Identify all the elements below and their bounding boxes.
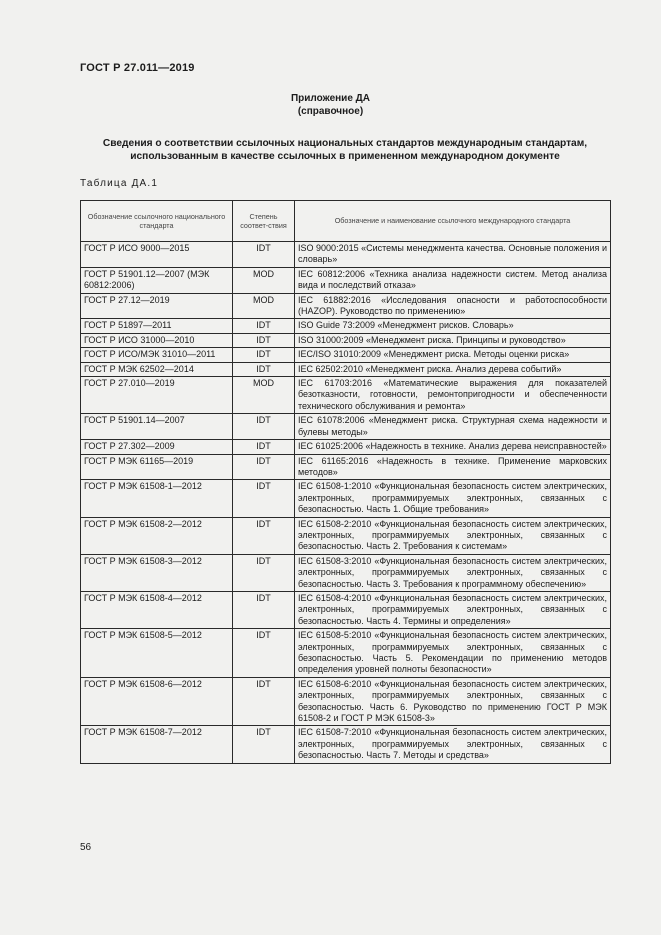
cell-international: IEC 61165:2016 «Надежность в технике. Применение марковских методов»: [295, 454, 611, 480]
table-row: [81, 517, 611, 554]
table-row: [81, 362, 611, 376]
section-title: Сведения о соответствии ссылочных национальных стандартов международным стандартам, использованным в качестве ссылочных в примененном международном документе: [102, 138, 588, 162]
cell-international: IEC 61508-1:2010 «Функциональная безопасность систем электрических, электронных, программируемых электронных, связанных с безопасностью. Часть 1. Общие требования»: [295, 480, 611, 517]
cell-national: ГОСТ Р МЭК 61165—2019: [81, 454, 233, 480]
cell-international: IEC 61025:2006 «Надежность в технике. Анализ дерева неисправностей»: [295, 440, 611, 454]
cell-national: ГОСТ Р МЭК 61508-4—2012: [81, 591, 233, 628]
cell-international: IEC 60812:2006 «Техника анализа надежности систем. Метод анализа вида и последствий отказа»: [295, 267, 611, 293]
table-row: [81, 414, 611, 440]
table-body: [81, 242, 611, 764]
cell-international: ISO 31000:2009 «Менеджмент риска. Принципы и руководство»: [295, 333, 611, 347]
cell-degree: IDT: [233, 319, 295, 333]
cell-degree: IDT: [233, 333, 295, 347]
cell-international: IEC 61508-5:2010 «Функциональная безопасность систем электрических, электронных, программируемых электронных, связанных с безопасностью. Часть 5. Рекомендации по применению методов определения уровней полноты безопасности»: [295, 629, 611, 678]
table-row: [81, 440, 611, 454]
cell-national: ГОСТ Р ИСО 31000—2010: [81, 333, 233, 347]
cell-international: IEC 61508-6:2010 «Функциональная безопасность систем электрических, электронных, программируемых электронных, связанных с безопасностью. Часть 6. Руководство по применению ГОСТ Р МЭК 61508-2 и ГОСТ Р МЭК 61508-3»: [295, 677, 611, 726]
table-row: [81, 591, 611, 628]
cell-degree: IDT: [233, 517, 295, 554]
cell-international: ISO Guide 73:2009 «Менеджмент рисков. Словарь»: [295, 319, 611, 333]
cell-degree: MOD: [233, 293, 295, 319]
table-row: [81, 629, 611, 678]
cell-international: IEC 61078:2006 «Менеджмент риска. Структурная схема надежности и булевы методы»: [295, 414, 611, 440]
cell-international: IEC 62502:2010 «Менеджмент риска. Анализ дерева событий»: [295, 362, 611, 376]
table-row: [81, 554, 611, 591]
table-row: [81, 480, 611, 517]
cell-degree: IDT: [233, 440, 295, 454]
cell-degree: MOD: [233, 267, 295, 293]
table-caption: Таблица ДА.1: [80, 178, 159, 189]
document-header: ГОСТ Р 27.011—2019: [80, 62, 195, 74]
cell-degree: IDT: [233, 591, 295, 628]
cell-degree: IDT: [233, 677, 295, 726]
cell-national: ГОСТ Р 51901.12—2007 (МЭК 60812:2006): [81, 267, 233, 293]
cell-degree: IDT: [233, 480, 295, 517]
cell-national: ГОСТ Р ИСО/МЭК 31010—2011: [81, 348, 233, 362]
cell-international: IEC 61508-2:2010 «Функциональная безопасность систем электрических, электронных, программируемых электронных, связанных с безопасностью. Часть 2. Требования к системам»: [295, 517, 611, 554]
cell-international: ISO 9000:2015 «Системы менеджмента качества. Основные положения и словарь»: [295, 242, 611, 268]
cell-national: ГОСТ Р МЭК 62502—2014: [81, 362, 233, 376]
page-number: 56: [80, 842, 92, 853]
column-header-international: Обозначение и наименование ссылочного международного стандарта: [295, 201, 611, 242]
cell-international: IEC 61882:2016 «Исследования опасности и работоспособности (HAZOP). Руководство по применению»: [295, 293, 611, 319]
table-row: [81, 377, 611, 414]
cell-degree: IDT: [233, 629, 295, 678]
cell-degree: IDT: [233, 454, 295, 480]
cell-international: IEC 61703:2016 «Математические выражения для показателей безотказности, готовности, ремонтопригодности и обеспеченности технического обслуживания и ремонта»: [295, 377, 611, 414]
table-row: [81, 293, 611, 319]
table-row: [81, 726, 611, 763]
column-header-national: Обозначение ссылочного национального стандарта: [81, 201, 233, 242]
table-row: [81, 454, 611, 480]
cell-national: ГОСТ Р МЭК 61508-7—2012: [81, 726, 233, 763]
cell-national: ГОСТ Р МЭК 61508-2—2012: [81, 517, 233, 554]
cell-degree: IDT: [233, 726, 295, 763]
cell-national: ГОСТ Р МЭК 61508-1—2012: [81, 480, 233, 517]
table-row: [81, 242, 611, 268]
cell-degree: IDT: [233, 242, 295, 268]
table-header-row: [81, 201, 611, 242]
table-row: [81, 333, 611, 347]
cell-international: IEC 61508-7:2010 «Функциональная безопасность систем электрических, электронных, программируемых электронных, связанных с безопасностью. Часть 7. Методы и средства»: [295, 726, 611, 763]
standards-table: [80, 200, 611, 764]
cell-international: IEC 61508-3:2010 «Функциональная безопасность систем электрических, электронных, программируемых электронных, связанных с безопасностью. Часть 3. Требования к программному обеспечению»: [295, 554, 611, 591]
cell-national: ГОСТ Р 27.010—2019: [81, 377, 233, 414]
cell-national: ГОСТ Р МЭК 61508-3—2012: [81, 554, 233, 591]
cell-degree: IDT: [233, 554, 295, 591]
cell-national: ГОСТ Р ИСО 9000—2015: [81, 242, 233, 268]
cell-national: ГОСТ Р 51901.14—2007: [81, 414, 233, 440]
table-row: [81, 267, 611, 293]
cell-national: ГОСТ Р 51897—2011: [81, 319, 233, 333]
cell-national: ГОСТ Р 27.12—2019: [81, 293, 233, 319]
table-row: [81, 677, 611, 726]
cell-national: ГОСТ Р МЭК 61508-5—2012: [81, 629, 233, 678]
cell-degree: IDT: [233, 348, 295, 362]
column-header-degree: Степень соответ-ствия: [233, 201, 295, 242]
table-row: [81, 348, 611, 362]
cell-degree: IDT: [233, 414, 295, 440]
appendix-title: Приложение ДА: [290, 93, 371, 104]
table-row: [81, 319, 611, 333]
cell-degree: IDT: [233, 362, 295, 376]
cell-international: IEC 61508-4:2010 «Функциональная безопасность систем электрических, электронных, программируемых электронных, связанных с безопасностью. Часть 4. Термины и определения»: [295, 591, 611, 628]
cell-national: ГОСТ Р 27.302—2009: [81, 440, 233, 454]
appendix-subtitle: (справочное): [297, 106, 364, 117]
cell-degree: MOD: [233, 377, 295, 414]
cell-international: IEC/ISO 31010:2009 «Менеджмент риска. Методы оценки риска»: [295, 348, 611, 362]
cell-national: ГОСТ Р МЭК 61508-6—2012: [81, 677, 233, 726]
